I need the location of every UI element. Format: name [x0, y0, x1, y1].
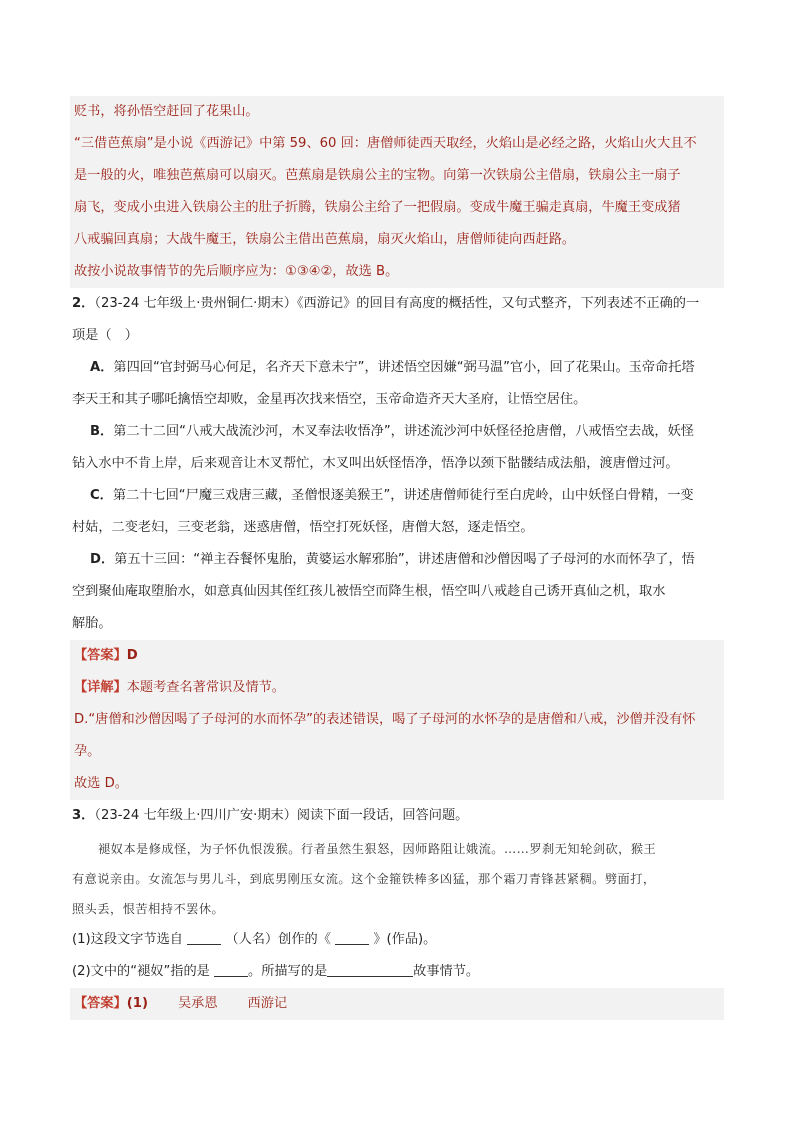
sub-question-text: 。所描写的是 — [248, 964, 328, 979]
explanation-line: 扇飞，变成小虫进入铁扇公主的肚子折腾，铁扇公主给了一把假扇。变成牛魔王骗走真扇，牛魔王变成猪 — [74, 200, 681, 215]
sub-question-text: 》(作品)。 — [373, 932, 437, 947]
explanation-line: “三借芭蕉扇”是小说《西游记》中第 59、60 回：唐僧师徒西天取经，火焰山是必经之路，火焰山火大且不 — [74, 136, 697, 151]
sub-question-text: 故事情节。 — [413, 964, 480, 979]
sub-question-text: （人名）创作的《 — [225, 932, 331, 947]
answer-author: 吴承恩 — [177, 996, 218, 1011]
detail-text: 本题考查名著常识及情节。 — [126, 680, 285, 695]
question-3-stem — [70, 800, 724, 832]
option-b-continued: 钻入水中不肯上岸，后来观音让木叉帮忙，木叉叫出妖怪悟净，悟净以颈下骷髅结成法船，渡唐僧过河。 — [72, 456, 679, 471]
passage-line: 有意说亲由。女流怎与男儿斗，到底男刚压女流。这个金箍铁棒多凶猛，那个霜刀青锋甚紧稠。劈面打， — [72, 872, 656, 886]
answer-line — [70, 988, 724, 1020]
question-3-answer-block — [70, 988, 724, 1020]
option-text: 第二十二回“八戒大战流沙河，木叉奉法收悟净”，讲述流沙河中妖怪径抢唐僧，八戒悟空去战，妖怪 — [113, 424, 694, 439]
question-2 — [70, 288, 724, 800]
work-blank[interactable] — [335, 930, 369, 945]
answer-line — [70, 640, 724, 672]
option-label: B． — [90, 424, 114, 439]
option-c-continued: 村姑，二变老妇，三变老翁，迷惑唐僧，悟空打死妖怪，唐僧大怒，逐走悟空。 — [72, 520, 534, 535]
passage-line: 褪奴本是修成怪，为子怀仇恨泼猴。行者虽然生狠怒，因师路阻让娥流。……罗刹无知轮剑砍，猴王 — [98, 842, 657, 856]
sub-question-text: (2)文中的“褪奴”指的是 — [72, 964, 210, 979]
option-text: 第二十七回“尸魔三戏唐三藏，圣僧恨逐美猴王”，讲述唐僧师徒行至白虎岭，山中妖怪白骨精，一变 — [112, 488, 694, 503]
author-blank[interactable] — [187, 930, 221, 945]
question-source: （23-24 七年级上·四川广安·期末） — [94, 808, 297, 823]
question-number: 2． — [72, 296, 95, 311]
passage-line: 照头丢，恨苦相持不罢休。 — [72, 902, 225, 916]
explanation-line: 八戒骗回真扇；大战牛魔王，铁扇公主借出芭蕉扇，扇灭火焰山，唐僧师徒向西赶路。 — [74, 232, 576, 247]
question-2-answer-block — [70, 640, 724, 800]
question-number: 3． — [72, 808, 95, 823]
sub-question-text: (1)这段文字节选自 — [72, 932, 183, 947]
option-d-continued: 解胎。 — [72, 616, 112, 631]
question-3 — [70, 800, 724, 1020]
detail-line — [70, 672, 724, 704]
option-a-continued: 李天王和其子哪吒擒悟空却败，金星再次找来悟空，玉帝命造齐天大圣府，让悟空居住。 — [72, 392, 587, 407]
answer-tag: 【答案】 — [74, 996, 127, 1011]
explanation-line: 是一般的火，唯独芭蕉扇可以扇灭。芭蕉扇是铁扇公主的宝物。向第一次铁扇公主借扇，铁扇公主一扇子 — [74, 168, 681, 183]
option-label: A． — [90, 360, 114, 375]
option-d — [70, 544, 724, 576]
explanation-line: D.“唐僧和沙僧因喝了子母河的水而怀孕”的表述错误，喝了子母河的水怀孕的是唐僧和八戒，沙僧并没有怀 — [74, 712, 696, 727]
question-2-stem — [70, 288, 724, 320]
character-blank[interactable] — [214, 962, 248, 977]
option-c — [70, 480, 724, 512]
explanation-line: 孕。 — [74, 744, 101, 759]
option-label: D． — [90, 552, 115, 567]
sub-question-1 — [70, 924, 724, 956]
answer-value: D — [126, 648, 138, 663]
question-stem-continued: 项是（ ） — [72, 328, 138, 343]
option-d-continued: 空到聚仙庵取堕胎水，如意真仙因其侄红孩儿被悟空而降生根，悟空叫八戒趁自己诱开真仙之机，取水 — [72, 584, 666, 599]
option-text: 第四回“官封弼马心何足，名齐天下意未宁”，讲述悟空因嫌“弼马温”官小，回了花果山。玉帝命托塔 — [113, 360, 695, 375]
option-label: C． — [90, 488, 113, 503]
answer-work: 西游记 — [247, 996, 288, 1011]
previous-explanation — [70, 96, 724, 288]
question-stem-text: 《西游记》的回目有高度的概括性，又句式整齐，下列表述不正确的一 — [296, 296, 700, 311]
sub-question-2 — [70, 956, 724, 988]
plot-blank[interactable] — [327, 962, 413, 977]
question-source: （23-24 七年级上·贵州铜仁·期末） — [94, 296, 297, 311]
option-text: 第五十三回：“禅主吞餐怀鬼胎，黄婆运水解邪胎”，讲述唐僧和沙僧因喝了子母河的水而怀孕了，悟 — [114, 552, 695, 567]
option-a — [70, 352, 724, 384]
answer-tag: 【答案】 — [74, 648, 127, 663]
explanation-conclusion: 故选 D。 — [74, 776, 128, 791]
question-stem-text: 阅读下面一段话，回答问题。 — [296, 808, 469, 823]
detail-tag: 【详解】 — [74, 680, 127, 695]
document-page — [70, 96, 724, 1020]
explanation-conclusion: 故按小说故事情节的先后顺序应为：①③④②，故选 B。 — [74, 264, 399, 279]
answer-sub-number: (1) — [126, 996, 148, 1011]
explanation-line: 贬书，将孙悟空赶回了花果山。 — [74, 104, 259, 119]
option-b — [70, 416, 724, 448]
quoted-passage — [70, 834, 724, 924]
